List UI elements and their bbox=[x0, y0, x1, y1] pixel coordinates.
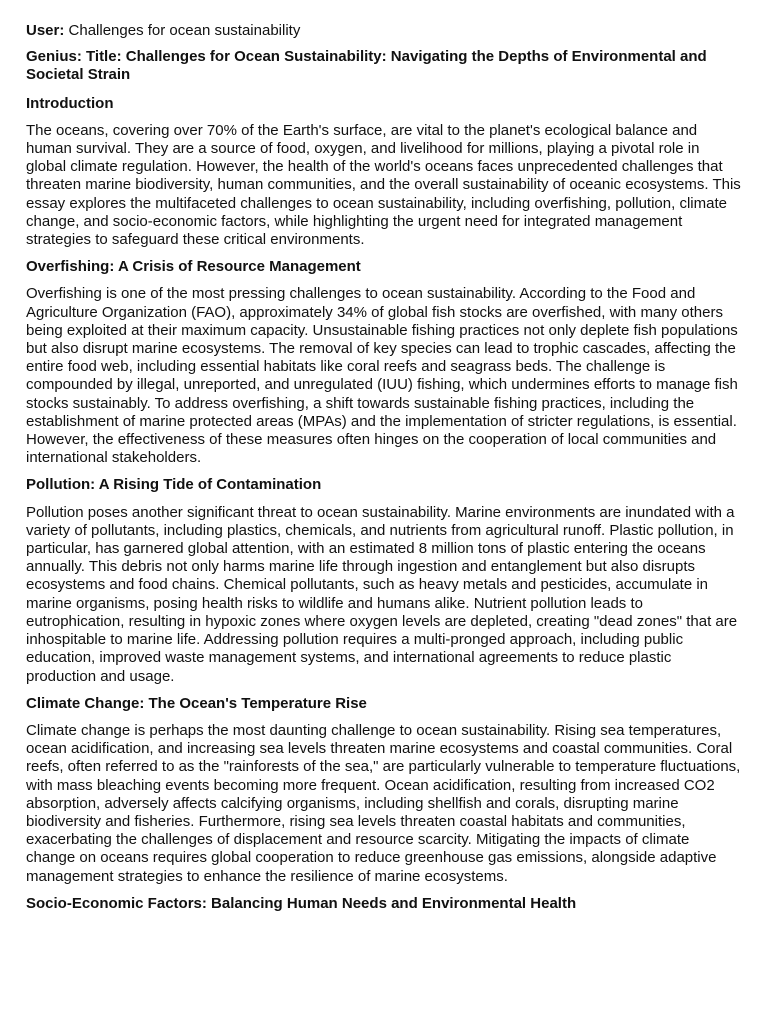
section-heading-pollution: Pollution: A Rising Tide of Contamination bbox=[26, 476, 322, 494]
section-heading-overfishing: Overfishing: A Crisis of Resource Management bbox=[26, 258, 361, 276]
section-body-pollution: Pollution poses another significant threat to ocean sustainability. Marine environments are inundated with a variety of pollutants, including plastics, chemicals, and nutrients from agricultural runoff. Plastic pollution, in particular, has garnered global attention, with an estimated 8 million tons of plastic entering the oceans annually. This debris not only harms marine life through ingestion and entanglement but also disrupts ecosystems and food chains. Chemical pollutants, such as heavy metals and pesticides, accumulate in marine organisms, posing health risks to wildlife and humans alike. Nutrient pollution leads to eutrophication, resulting in hypoxic zones where oxygen levels are depleted, creating "dead zones" that are inhospitable to marine life. Addressing pollution requires a multi-pronged approach, including public education, improved waste management systems, and international agreements to reduce plastic production and usage. bbox=[26, 503, 738, 685]
assistant-title: Genius: Title: Challenges for Ocean Sustainability: Navigating the Depths of Environmental and Societal Strain bbox=[26, 48, 707, 84]
section-body-introduction: The oceans, covering over 70% of the Earth's surface, are vital to the planet's ecological balance and human survival. They are a source of food, oxygen, and livelihood for millions, playing a pivotal role in global climate regulation. However, the health of the world's oceans faces unprecedented challenges that threaten marine biodiversity, human communities, and the overall sustainability of oceanic ecosystems. This essay explores the multifaceted challenges to ocean sustainability, including overfishing, pollution, climate change, and socio-economic factors, while highlighting the urgent need for integrated management strategies to safeguard these critical environments. bbox=[26, 121, 741, 249]
user-message bbox=[26, 22, 742, 40]
user-label: User: bbox=[26, 22, 65, 39]
section-heading-climate-change: Climate Change: The Ocean's Temperature Rise bbox=[26, 694, 367, 712]
section-heading-introduction: Introduction bbox=[26, 94, 114, 112]
section-body-climate-change: Climate change is perhaps the most daunting challenge to ocean sustainability. Rising sea temperatures, ocean acidification, and increasing sea levels threaten marine ecosystems and coastal communities. Coral reefs, often referred to as the "rainforests of the sea," are particularly vulnerable to temperature fluctuations, with mass bleaching events becoming more frequent. Ocean acidification, resulting from increased CO2 absorption, adversely affects calcifying organisms, including shellfish and corals, disrupting marine biodiversity and fisheries. Furthermore, rising sea levels threaten coastal habitats and communities, exacerbating the challenges of displacement and resource scarcity. Mitigating the impacts of climate change on oceans requires global cooperation to reduce greenhouse gas emissions, alongside adaptive management strategies to enhance the resilience of marine ecosystems. bbox=[26, 721, 741, 885]
section-heading-socio-economic: Socio-Economic Factors: Balancing Human Needs and Environmental Health bbox=[26, 894, 577, 912]
section-body-overfishing: Overfishing is one of the most pressing challenges to ocean sustainability. According to the Food and Agriculture Organization (FAO), approximately 34% of global fish stocks are overfished, with many others being exploited at their maximum capacity. Unsustainable fishing practices not only deplete fish populations but also disrupt marine ecosystems. The removal of key species can lead to trophic cascades, affecting the entire food web, including essential habitats like coral reefs and seagrass beds. The challenge is compounded by illegal, unreported, and unregulated (IUU) fishing, which undermines efforts to manage fish stocks sustainably. To address overfishing, a shift towards sustainable fishing practices, including the establishment of marine protected areas (MPAs) and the implementation of stricter regulations, is essential. However, the effectiveness of these measures often hinges on the cooperation of local communities and international stakeholders. bbox=[26, 285, 738, 467]
user-prompt-text: Challenges for ocean sustainability bbox=[68, 22, 301, 39]
